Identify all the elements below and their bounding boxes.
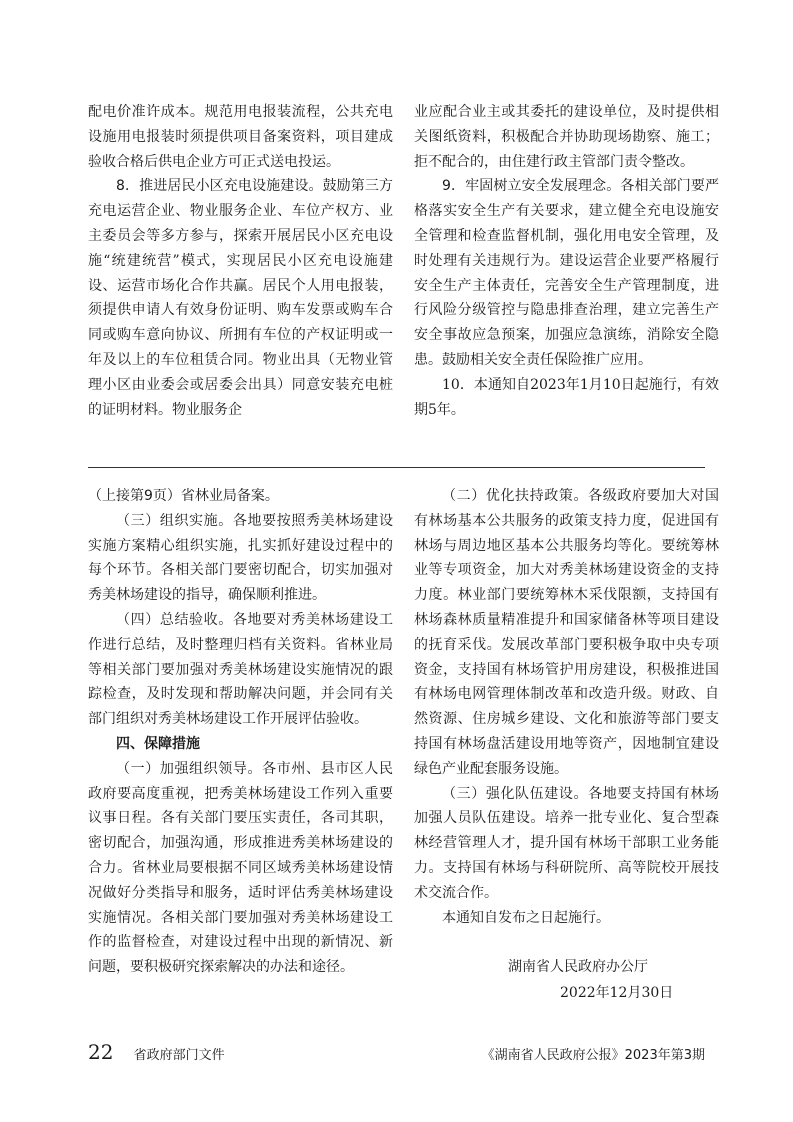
paragraph bbox=[414, 174, 719, 372]
paragraph-text: 10．本通知自2023年1月10日起施行，有效期5年。 bbox=[414, 376, 719, 418]
journal-name: 《湖南省人民政府公报》2023年第3期 bbox=[481, 1048, 705, 1063]
paragraph bbox=[414, 782, 719, 906]
paragraph bbox=[414, 906, 719, 931]
paragraph-text: 各地要支持国有林场加强人员队伍建设。培养一批专业化、复合型森林经营管理人才，提升国有林场干部职工业务能力。支持国有林场与科研院所、高等院校开展技术交流合作。 bbox=[414, 785, 720, 901]
section-name: 省政府部门文件 bbox=[133, 1048, 225, 1063]
paragraph-lead: （二）优化扶持政策。 bbox=[442, 488, 589, 504]
bottom-left-column bbox=[88, 484, 393, 980]
top-left-column bbox=[88, 100, 393, 422]
paragraph-text: 配电价准许成本。规范用电报装流程，公共充电设施用电报装时须提供项目备案资料，项目建成验收合格后供电企业方可正式送电投运。 bbox=[88, 104, 393, 170]
paragraph bbox=[88, 100, 393, 174]
paragraph-text: 鼓励第三方充电运营企业、物业服务企业、车位产权方、业主委员会等多方参与，探索开展居民小区充电设施“统建统营”模式，实现居民小区充电设施建设、运营市场化合作共赢。居民个人用电报装，须提供申请人有效身份证明、购车发票或购车合同或购车意向协议、所拥有车位的产权证明或一年及以上的车位租赁合同。物业出具（无物业管理小区由业委会或居委会出具）同意安装充电桩的证明材料。物业服务企 bbox=[88, 178, 393, 418]
paragraph-lead: （上接第9页） bbox=[88, 488, 181, 504]
issue-date: 2022年12月30日 bbox=[560, 985, 674, 1001]
paragraph-lead: 9．牢固树立安全发展理念。 bbox=[442, 178, 621, 195]
paragraph-text: 各市州、县市区人民政府要高度重视，把秀美林场建设工作列入重要议事日程。各有关部门要压实责任，各司其职，密切配合，加强沟通，形成推进秀美林场建设的合力。省林业局要根据不同区域秀美林场建设情况做好分类指导和服务，适时评估秀美林场建设实施情况。各相关部门要加强对秀美林场建设工作的监督检查，对建设过程中出现的新情况、新问题，要积极研究探索解决的办法和途径。 bbox=[88, 760, 394, 976]
page-number: 22 bbox=[88, 1040, 114, 1064]
paragraph bbox=[88, 608, 393, 732]
paragraph-text: 业应配合业主或其委托的建设单位，及时提供相关图纸资料，积极配合并协助现场勘察、施工；拒不配合的，由住建行政主管部门责令整改。 bbox=[414, 104, 719, 170]
issuer-name: 湖南省人民政府办公厅 bbox=[508, 959, 648, 975]
section-heading: 四、保障措施 bbox=[116, 735, 200, 752]
page-footer bbox=[88, 1040, 705, 1064]
paragraph bbox=[88, 174, 393, 422]
paragraph bbox=[88, 509, 393, 608]
paragraph bbox=[414, 100, 719, 174]
paragraph-text: 省林业局备案。 bbox=[180, 488, 279, 504]
paragraph-text: 各地要按照秀美林场建设实施方案精心组织实施，扎实抓好建设过程中的每个环节。各相关部门要密切配合，切实加强对秀美林场建设的指导，确保顺利推进。 bbox=[88, 512, 394, 604]
paragraph bbox=[88, 757, 393, 980]
paragraph-text: 各级政府要加大对国有林场基本公共服务的政策支持力度，促进国有林场与周边地区基本公共服务均等化。要统筹林业等专项资金，加大对秀美林场建设资金的支持力度。林业部门要统筹林木采伐限额，支持国有林场森林质量精准提升和国家储备林等项目建设的抚育采伐。发展改革部门要积极争取中央专项资金，支持国有林场管护用房建设，积极推进国有林场电网管理体制改革和改造升级。财政、自然资源、住房城乡建设、文化和旅游等部门要支持国有林场盘活建设用地等资产，因地制宜建设绿色产业配套服务设施。 bbox=[414, 488, 720, 777]
paragraph bbox=[88, 484, 393, 509]
paragraph bbox=[414, 484, 719, 782]
top-right-column bbox=[414, 100, 719, 422]
paragraph-lead: （三）组织实施。 bbox=[116, 512, 233, 529]
paragraph bbox=[414, 373, 719, 423]
paragraph-lead: （四）总结验收。 bbox=[116, 611, 233, 628]
bottom-right-column bbox=[414, 484, 719, 930]
paragraph-text: 各地要对秀美林场建设工作进行总结，及时整理归档有关资料。省林业局等相关部门要加强对秀美林场建设实施情况的跟踪检查，及时发现和帮助解决问题，并会同有关部门组织对秀美林场建设工作开展评估验收。 bbox=[88, 611, 394, 728]
paragraph-text: 各相关部门要严格落实安全生产有关要求，建立健全充电设施安全管理和检查监督机制，强化用电安全管理，及时处理有关违规行为。建设运营企业要严格履行安全生产主体责任，完善安全生产管理制度，进行风险分级管控与隐患排查治理，建立完善生产安全事故应急预案，加强应急演练，消除安全隐患。鼓励相关安全责任保险推广应用。 bbox=[414, 178, 719, 368]
paragraph-lead: （一）加强组织领导。 bbox=[116, 760, 263, 777]
section-divider bbox=[88, 467, 705, 468]
paragraph-lead: 8．推进居民小区充电设施建设。 bbox=[116, 178, 323, 195]
paragraph-text: 本通知自发布之日起施行。 bbox=[442, 909, 610, 926]
paragraph-lead: （三）强化队伍建设。 bbox=[442, 785, 589, 802]
